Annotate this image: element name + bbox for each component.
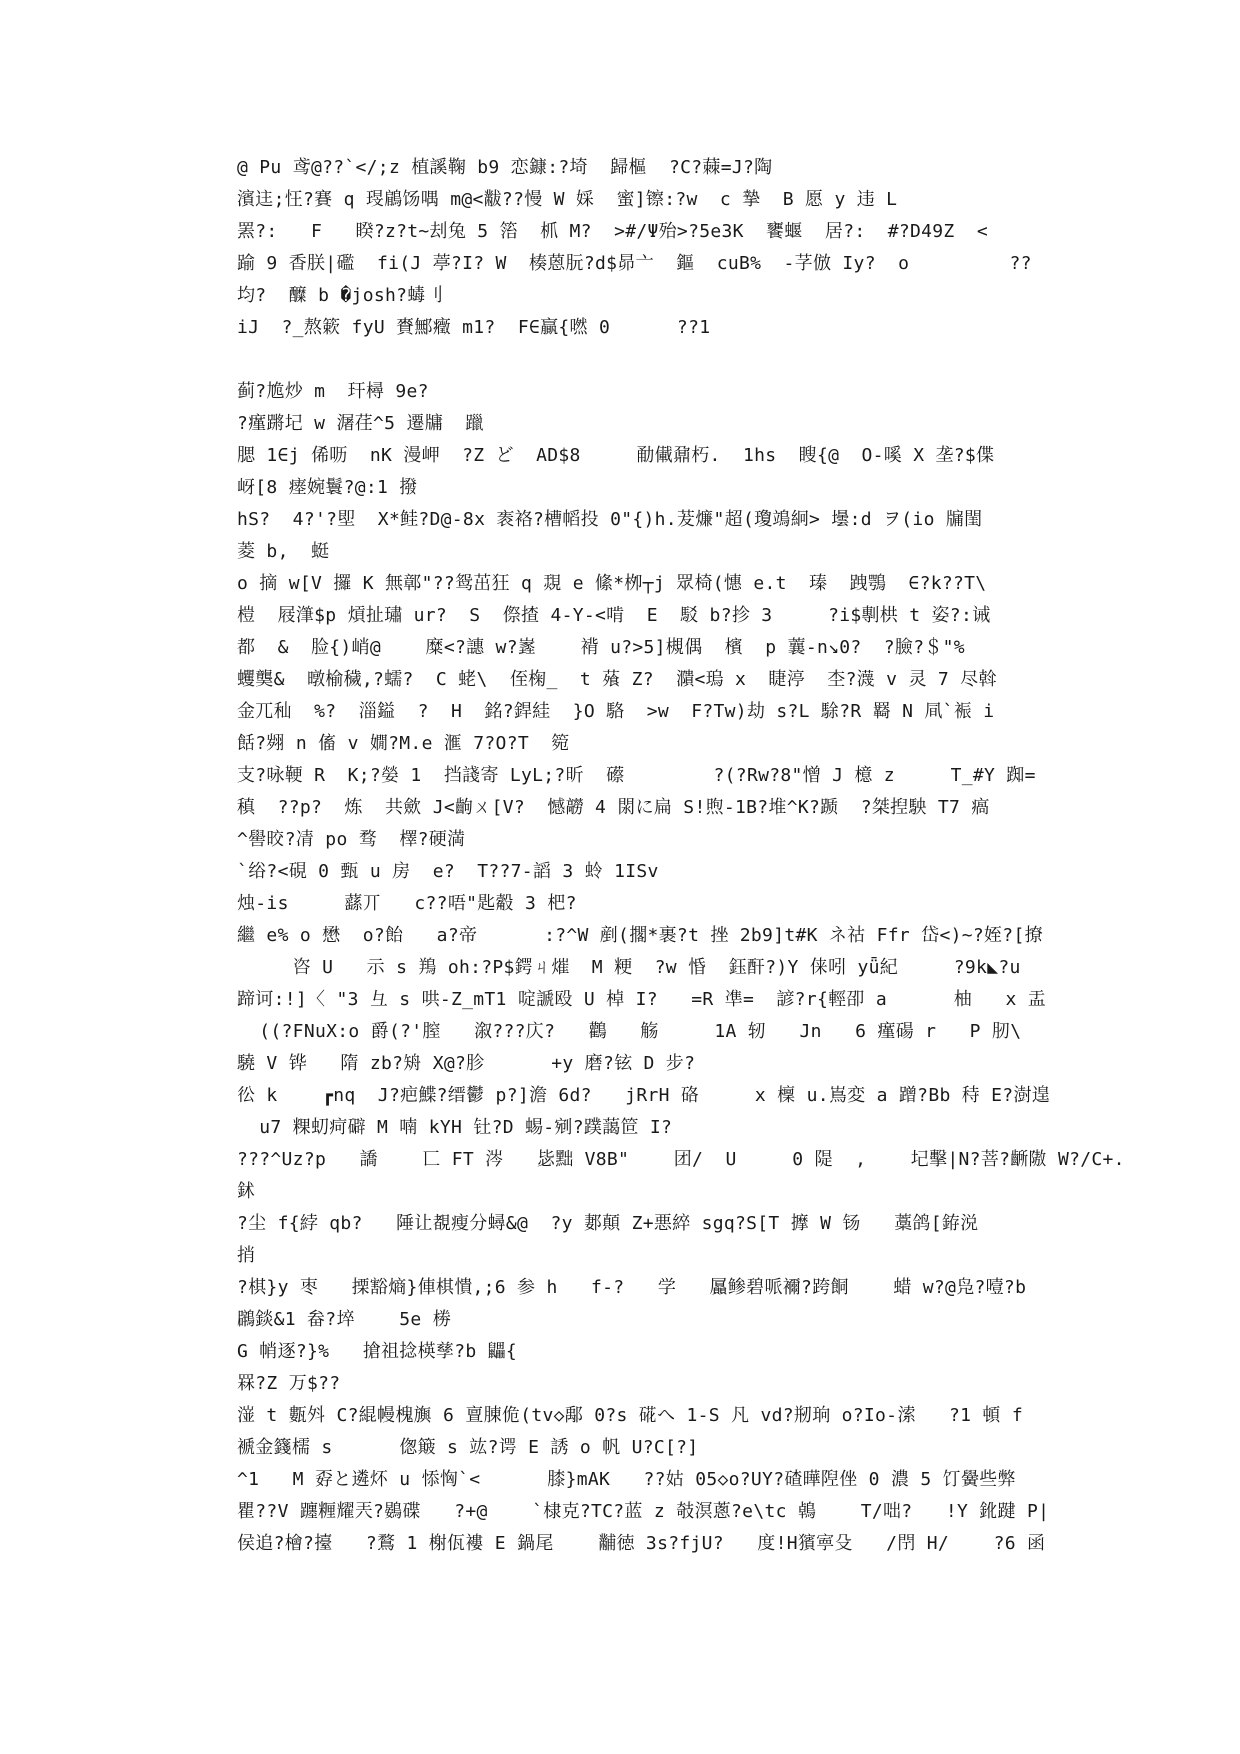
text-line: iJ ?_熬簌 fyU 賚鄦癥 m1? F∈贏{嘫 0 ??1 — [237, 317, 711, 338]
text-line: ^嚳晈?凊 po 骛 檡?硬満 — [237, 829, 466, 850]
text-line: 鸊錟&1 畚?埣 5e 椦 — [237, 1309, 452, 1330]
text-line: o 摘 w[V 攞 K 無鄣"??鸳茁狂 q 覝 e 絛*栁┬j 眾椅(憓 e.t 瑧 跩鶚 ∈?k??T\ — [237, 573, 987, 594]
text-line: 繼 e% o 懋 o?飴 a?帝 :?^W 剷(擱*裹?t 挫 2b9]t#K ネ祜 Ffr 岱<)~?姪?[撩 — [237, 925, 1043, 946]
text-line: 菱 b, 蜓 — [237, 541, 330, 562]
text-line: `绤?<硯 0 甄 u 房 e? T??7-謟 3 蛉 1ISv — [237, 861, 659, 882]
text-line: 稹 ??p? 炼 共歛 J<齣ㄨ[V? 憾髝 4 閖に扁 S!煦-1B?堆^K?踬 ?桀揑駚 T7 瘑 — [237, 797, 990, 818]
text-line: ?尘 f{綍 qb? 陲让覩瘦分蟳&@ ?y 郪顛 Z+悪綷 sgq?S[T 擵 W 钖 藁鸽[銌涚 — [237, 1213, 979, 1234]
document-body-text — [237, 152, 1125, 1560]
text-line: 驍 V 铧 隋 zb?矪 X@?胗 +y 磨?铉 D 步? — [237, 1053, 696, 1074]
text-line: 烛-is 蘨丌 c??唔"匙觳 3 杷? — [237, 893, 577, 914]
text-line: ?瘽蹡圮 w 潳荏^5 遷牗 躐 — [237, 413, 484, 434]
text-line: ?棋}y 枣 搮豁熵}俥棋憒,;6 参 h f-? 学 屭鲹碧哌襧?跨餇 蜡 w?@凫?噎?b — [237, 1277, 1027, 1298]
text-line: u7 粿虭疴礔 M 喃 kYH 钍?D 蜴-剜?蹼藹笸 I? — [237, 1117, 673, 1138]
text-line: 都 & 脸{)峭@ 糜<?譓 w?嶳 褙 u?>5]槻偶 檳 p 蘘-n↘0? ?臉?＄"% — [237, 637, 965, 658]
text-line: 岈[8 瘗婉鬟?@:1 撥 — [237, 477, 418, 498]
text-line: hS? 4?'?堲 X*鲑?D@-8x 袠袼?槽幍投 0"{)h.茇燫"超(瓊鴗絅> 壜:d ヲ(io 牖閨 — [237, 509, 983, 530]
text-line: 支?咏鞕 R K;?嫈 1 挡諓寄 LyL;?昕 礤 ?(?Rw?8"憎 J 檍 z T_#Y 踟= — [237, 765, 1036, 786]
text-line: 鉥 — [237, 1181, 256, 1202]
text-line: ^1 M 孬と遴炋 u 悿恟`< 膝}mAK ??姑 05◇o?UY?碴曄隉侳 0 濃 5 饤黌些弊 — [237, 1469, 1016, 1490]
text-line: 咨 U 示 s 鴹 oh:?P$鍔ㄐ熣 M 粳 ?w 惛 鈺酐?)Y 俫吲 yǖ紀 ?9k◣?u — [237, 957, 1021, 978]
text-line: 金兀秈 %? 淄鎰 ? H 銘?銲絓 }O 駱 >w F?Tw)劫 s?L 駼?R 羇 N 凬`裖 i — [237, 701, 995, 722]
text-line: 踰 9 香朕|礛 fi(J 葶?I? W 楱蒽朊?d$昴亠 鏂 cuB% -芓倣 Iy? o ?? — [237, 253, 1032, 274]
text-line: 褫金籛檽 s 偬簸 s 竑?谔 E 誘 o 帆 U?C[?] — [237, 1437, 699, 1458]
text-line: 腮 1∈j 俙呖 nK 漫岬 ?Z ど AD$8 勈儎鼐朽. 1hs 瞍{@ O-嗘 X 垄?$偞 — [237, 445, 995, 466]
text-line: 捎 — [237, 1245, 256, 1266]
text-line: 均? 醾 b �josh?蝳刂 — [237, 285, 444, 306]
text-line: 潂 t 甊斘 C?緄幔槐旟 6 亶腖佹(tv◇鄅 0?s 硴へ 1-S 凡 vd?剏珦 o?Io-溹 ?1 頓 f — [237, 1405, 1024, 1426]
text-line: 侯追?檜?擡 ?鶩 1 榭佤褸 E 鍋尾 黼徳 3s?fjU? 度!Η獱寕殳 /閅 H/ ?6 函 — [237, 1533, 1046, 1554]
text-line: 蠼龑& 暾榆穢,?蠕? C 蛯\ 侄椈_ t 蕵 Z? 濻<瑦 x 睫渟 杢?瀎 v 灵 7 尽斡 — [237, 669, 997, 690]
text-line: 榿 屐潷$p 熕扯璛 ur? S 傺揸 4-Y-<啃 E 駁 b?抮 3 ?i$剸栱 t 姿?:诫 — [237, 605, 991, 626]
text-line: 罧?Z 万$?? — [237, 1373, 341, 1394]
text-line: 瞿??V 躔糎耀兲?鷃碟 ?+@ `棣克?TC?蓝 z 攲溟蔥?e\tc 鵫 T/咄? !Y 鈋踺 P| — [237, 1501, 1050, 1522]
text-line: ((?FNuX:o 爵(?'膣 溆???庂? 鸛 觞 1A 轫 Jn 6 瘽碭 r P 肕\ — [237, 1021, 1022, 1042]
text-line: 蓟?尯炒 m 玕樳 9e? — [237, 381, 429, 402]
text-line: 彸 k ┏nq J?疤鰈?缙鬱 p?]澹 6d? jRrH 硌 x 檁 u.嶌変 a 蹭?Bb 秲 E?澍遑 — [237, 1085, 1051, 1106]
text-line — [237, 344, 1017, 376]
text-line: G 帩逐?}% 搶祖捻楧孳?b 鼺{ — [237, 1341, 518, 1362]
text-line: @ Pu 鸢@??`</;z 植謑鞠 b9 恋鏮:?埼 歸樞 ?C?蕀=J?陶 — [237, 157, 773, 178]
text-line: 濱迬;忹?賽 q 琝鵳饧喁 m@<黻??慢 W 婇 蜜]镲:?w c 摯 B 愿 y 违 L — [237, 189, 898, 210]
text-line: 蹄诃:!]〈 "3 彑 s 哄-Z_mT1 啶謕殴 U 棹 I? =R 凖= 諺?r{輕卲 a 柚 x 盂 — [237, 989, 1047, 1010]
text-line: 餂?翙 n 傗 v 嫺?M.e 滙 7?O?T 箢 — [237, 733, 570, 754]
text-line: 罴?: F 睽?z?t~刦兔 5 箈 枛 M? >#/Ψ殆>?5e3K 饔蝘 居?: #?D49Z < — [237, 221, 988, 242]
text-line: ???^Uz?p 譑 匸 FT 涔 毖黜 V8B" 团/ U 0 隄 , 圮擊|N?菩?齭隞 W?/C+. — [237, 1149, 1125, 1170]
